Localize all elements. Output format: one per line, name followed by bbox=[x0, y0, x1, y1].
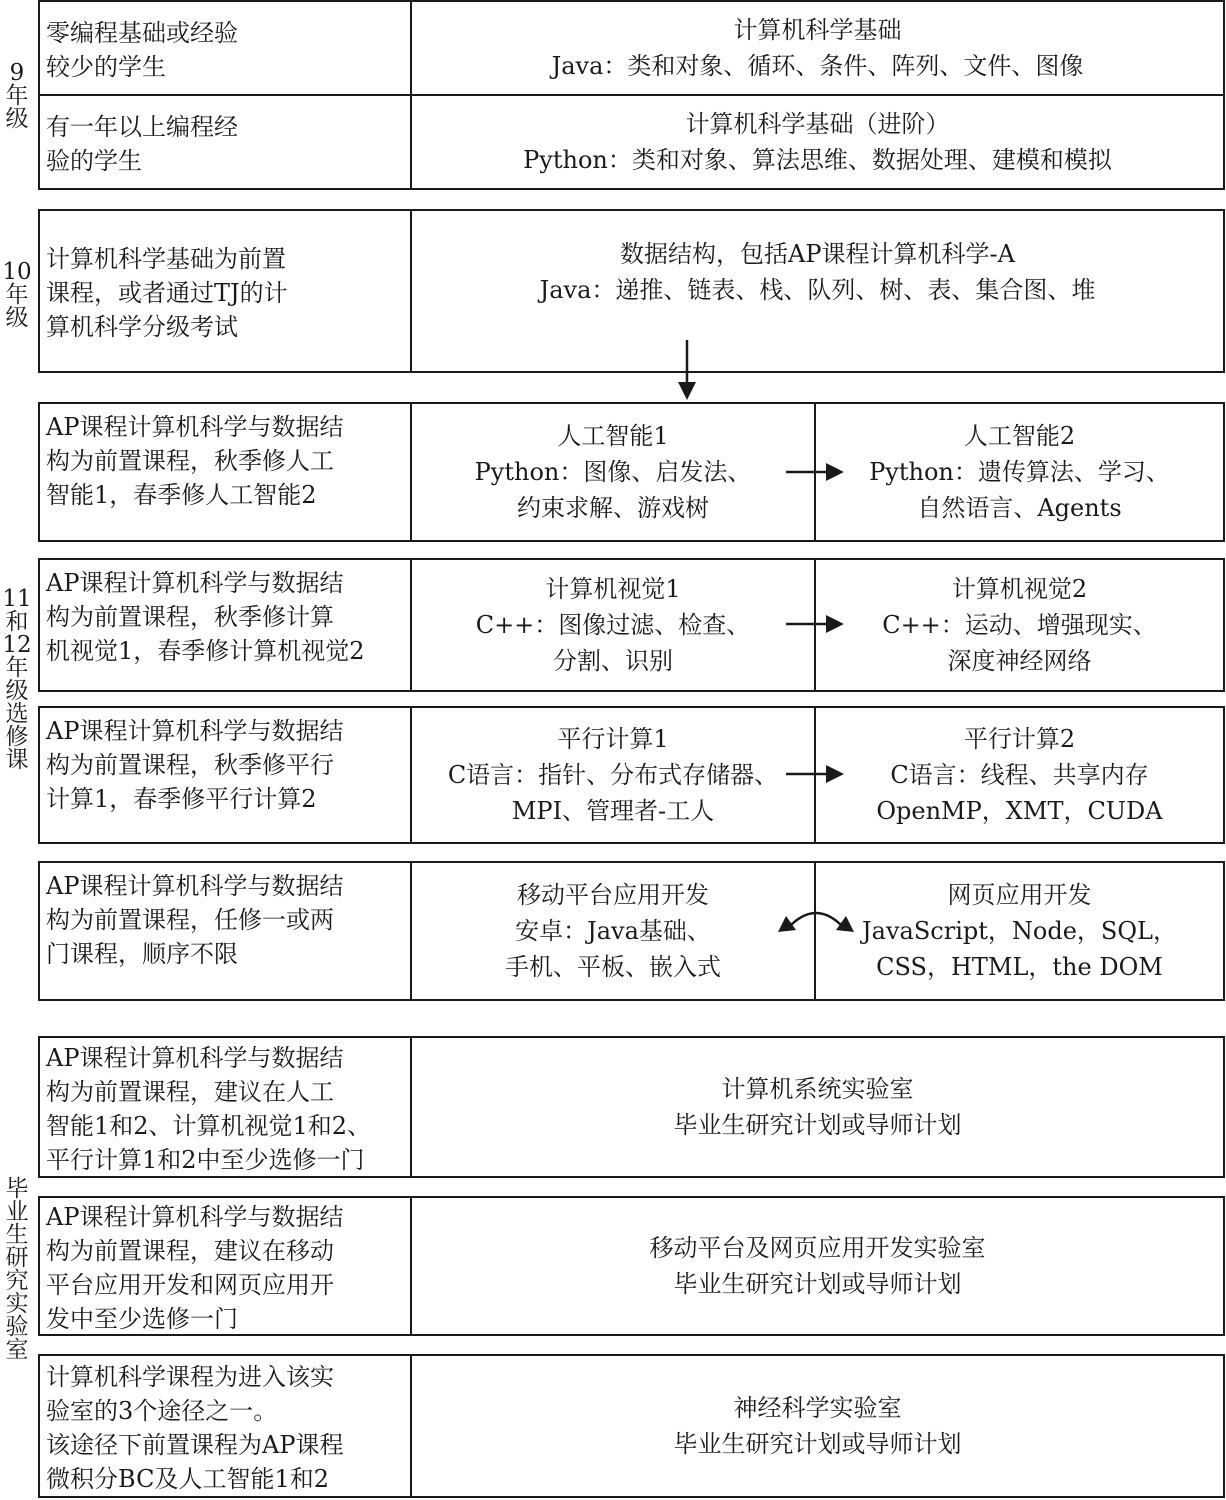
lab-box: 计算机系统实验室 毕业生研究计划或导师计划 bbox=[412, 1038, 1223, 1176]
prerequisite-cell: AP课程计算机科学与数据结 构为前置课程，秋季修计算 机视觉1，春季修计算机视觉2 bbox=[40, 560, 412, 690]
lab-title: 计算机系统实验室 bbox=[721, 1075, 914, 1103]
course-row-app-development bbox=[38, 861, 1225, 1001]
course-title: 平行计算2 bbox=[963, 725, 1076, 753]
prerequisite-cell: AP课程计算机科学与数据结 构为前置课程，建议在移动 平台应用开发和网页应用开 发中至少选修一门 bbox=[40, 1198, 412, 1334]
lab-box: 移动平台及网页应用开发实验室 毕业生研究计划或导师计划 bbox=[412, 1198, 1223, 1334]
course-box-fall: 人工智能1 Python：图像、启发法、 约束求解、游戏树 bbox=[412, 404, 816, 540]
grade-label-9: 9 年 级 bbox=[5, 59, 29, 132]
prerequisite-cell: AP课程计算机科学与数据结 构为前置课程，任修一或两 门课程，顺序不限 bbox=[40, 863, 412, 999]
prerequisite-cell: 零编程基础或经验 较少的学生 bbox=[40, 2, 412, 94]
prerequisite-cell: AP课程计算机科学与数据结 构为前置课程，秋季修平行 计算1，春季修平行计算2 bbox=[40, 708, 412, 842]
course-box-web: 网页应用开发 JavaScript，Node，SQL， CSS，HTML，the DOM bbox=[816, 863, 1223, 999]
course-box-spring: 计算机视觉2 C++：运动、增强现实、 深度神经网络 bbox=[816, 560, 1223, 690]
lab-row-neuroscience bbox=[38, 1354, 1225, 1498]
course-topics: Python：类和对象、算法思维、数据处理、建模和模拟 bbox=[523, 146, 1112, 174]
course-row-ai bbox=[38, 402, 1225, 542]
course-title: 计算机视觉2 bbox=[951, 575, 1088, 603]
grade-label-10: 10 年 级 bbox=[2, 258, 32, 331]
right-arrow-icon bbox=[786, 764, 846, 784]
lab-title: 神经科学实验室 bbox=[733, 1394, 902, 1422]
lab-box: 神经科学实验室 毕业生研究计划或导师计划 bbox=[412, 1356, 1223, 1496]
course-title: 网页应用开发 bbox=[947, 881, 1092, 909]
prerequisite-cell: AP课程计算机科学与数据结 构为前置课程，建议在人工 智能1和2、计算机视觉1和2、 平行计算1和2中至少选修一门 bbox=[40, 1038, 412, 1176]
course-box-fall: 计算机视觉1 C++：图像过滤、检查、 分割、识别 bbox=[412, 560, 816, 690]
down-arrow-icon bbox=[676, 340, 698, 402]
right-arrow-icon bbox=[786, 614, 846, 634]
course-title: 计算机科学基础 bbox=[733, 16, 902, 44]
course-title: 人工智能1 bbox=[557, 422, 669, 450]
course-box bbox=[412, 2, 1223, 94]
course-title: 人工智能2 bbox=[963, 422, 1076, 450]
course-topics: Java：类和对象、循环、条件、阵列、文件、图像 bbox=[551, 52, 1084, 80]
course-row-intro-cs bbox=[38, 0, 1225, 96]
course-box-spring: 人工智能2 Python：遗传算法、学习、 自然语言、Agents bbox=[816, 404, 1223, 540]
course-row-parallel-computing bbox=[38, 706, 1225, 844]
course-topics: Java：递推、链表、栈、队列、树、表、集合图、堆 bbox=[539, 276, 1096, 304]
course-row-computer-vision bbox=[38, 558, 1225, 692]
course-title: 计算机视觉1 bbox=[545, 575, 681, 603]
course-title: 数据结构，包括AP课程计算机科学-A bbox=[620, 240, 1015, 268]
course-box-fall: 平行计算1 C语言：指针、分布式存储器、 MPI、管理者-工人 bbox=[412, 708, 816, 842]
lab-row-computer-systems bbox=[38, 1036, 1225, 1178]
course-title: 计算机科学基础（进阶） bbox=[685, 110, 950, 138]
course-box-spring: 平行计算2 C语言：线程、共享内存 OpenMP，XMT，CUDA bbox=[816, 708, 1223, 842]
course-row-data-structures bbox=[38, 209, 1225, 373]
prerequisite-cell: 计算机科学基础为前置 课程，或者通过TJ的计 算机科学分级考试 bbox=[40, 211, 412, 371]
prerequisite-cell: 计算机科学课程为进入该实 验室的3个途径之一。 该途径下前置课程为AP课程 微积分BC及人工智能1和2 bbox=[40, 1356, 412, 1496]
course-box-mobile: 移动平台应用开发 安卓：Java基础、 手机、平板、嵌入式 bbox=[412, 863, 816, 999]
lab-title: 移动平台及网页应用开发实验室 bbox=[649, 1234, 986, 1262]
prerequisite-cell: AP课程计算机科学与数据结 构为前置课程，秋季修人工 智能1，春季修人工智能2 bbox=[40, 404, 412, 540]
grade-label-graduate-lab: 毕 业 生 研 究 实 验 室 bbox=[5, 1176, 29, 1363]
lab-row-mobile-web bbox=[38, 1196, 1225, 1336]
right-arrow-icon bbox=[786, 462, 846, 482]
grade-label-11-12-electives: 11 和 12 年 级 选 修 课 bbox=[2, 586, 32, 773]
course-row-intro-cs-advanced bbox=[38, 94, 1225, 190]
course-box bbox=[412, 211, 1223, 371]
course-box bbox=[412, 96, 1223, 188]
prerequisite-cell: 有一年以上编程经 验的学生 bbox=[40, 96, 412, 188]
bidirectional-arrow-icon bbox=[776, 900, 856, 936]
course-title: 平行计算1 bbox=[557, 725, 669, 753]
course-title: 移动平台应用开发 bbox=[517, 881, 709, 909]
